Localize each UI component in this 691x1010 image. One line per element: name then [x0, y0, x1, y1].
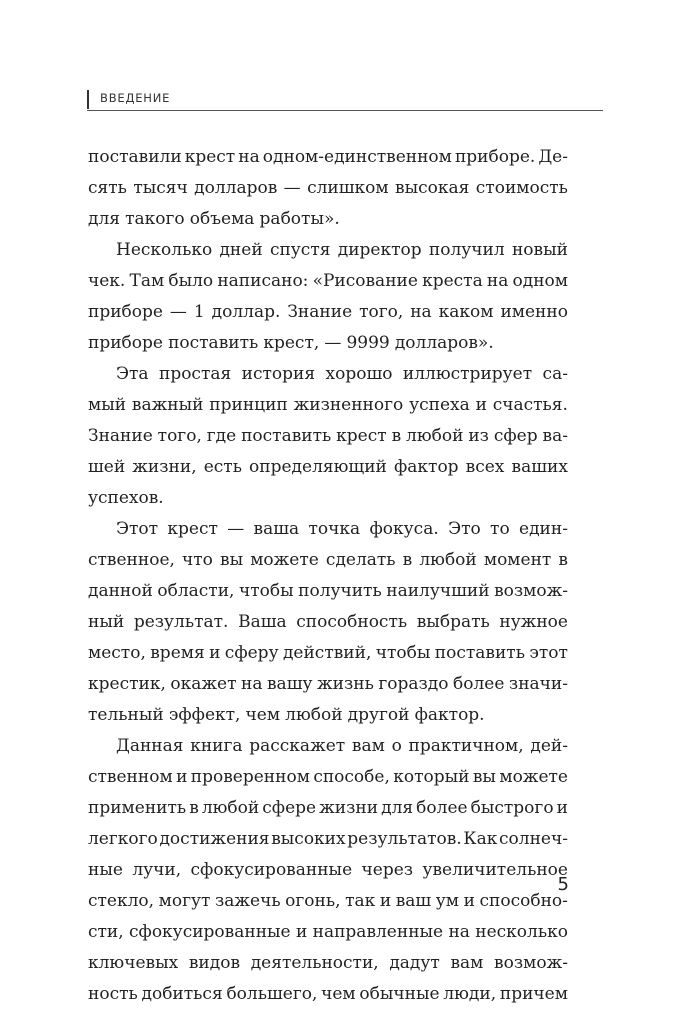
running-header: [87, 88, 603, 111]
text-line: успехов.: [88, 488, 164, 508]
text-line: ственное, что вы можете сделать в любой момент в: [88, 550, 568, 570]
text-line: легкого достижения высоких результатов. Как солнеч-: [88, 829, 568, 849]
text-line: тельный эффект, чем любой другой фактор.: [88, 705, 485, 725]
body-text: [88, 142, 568, 1010]
text-line: Несколько дней спустя директор получил новый: [116, 240, 568, 260]
text-line: Этот крест — ваша точка фокуса. Это то един-: [116, 519, 568, 539]
text-line: ность добиться большего, чем обычные люди, причем: [88, 984, 568, 1004]
text-line: данной области, чтобы получить наилучший возмож-: [88, 581, 568, 601]
text-line: применить в любой сфере жизни для более быстрого и: [88, 798, 568, 818]
paragraph: [88, 731, 568, 1010]
page-number: 5: [557, 874, 569, 895]
header-rule: [87, 110, 603, 111]
paragraph: [88, 235, 568, 359]
text-line: стекло, могут зажечь огонь, так и ваш ум и способно-: [88, 891, 568, 911]
text-line: ственном и проверенном способе, который вы можете: [88, 767, 568, 787]
paragraph: [88, 142, 568, 235]
text-line: приборе поставить крест, — 9999 долларов».: [88, 333, 494, 353]
text-line: мый важный принцип жизненного успеха и счастья.: [88, 395, 568, 415]
section-title: ВВЕДЕНИЕ: [100, 91, 171, 105]
text-line: крестик, окажет на вашу жизнь гораздо более значи-: [88, 674, 568, 694]
paragraph: [88, 359, 568, 514]
text-line: Эта простая история хорошо иллюстрирует са-: [116, 364, 568, 384]
paragraph: [88, 514, 568, 731]
text-line: место, время и сферу действий, чтобы поставить этот: [88, 643, 568, 663]
text-line: приборе — 1 доллар. Знание того, на каком именно: [88, 302, 568, 322]
text-line: Данная книга расскажет вам о практичном, дей-: [116, 736, 568, 756]
text-line: чек. Там было написано: «Рисование креста на одном: [88, 271, 568, 291]
text-line: сять тысяч долларов — слишком высокая стоимость: [88, 178, 568, 198]
text-line: ные лучи, сфокусированные через увеличительное: [88, 860, 568, 880]
text-line: поставили крест на одном-единственном приборе. Де-: [88, 147, 568, 167]
text-line: сти, сфокусированные и направленные на несколько: [88, 922, 568, 942]
text-line: Знание того, где поставить крест в любой из сфер ва-: [88, 426, 568, 446]
text-line: для такого объема работы».: [88, 209, 340, 229]
text-line: ключевых видов деятельности, дадут вам возмож-: [88, 953, 568, 973]
text-line: ный результат. Ваша способность выбрать нужное: [88, 612, 568, 632]
text-line: шей жизни, есть определяющий фактор всех ваших: [88, 457, 568, 477]
header-marker-bar: [87, 90, 89, 109]
